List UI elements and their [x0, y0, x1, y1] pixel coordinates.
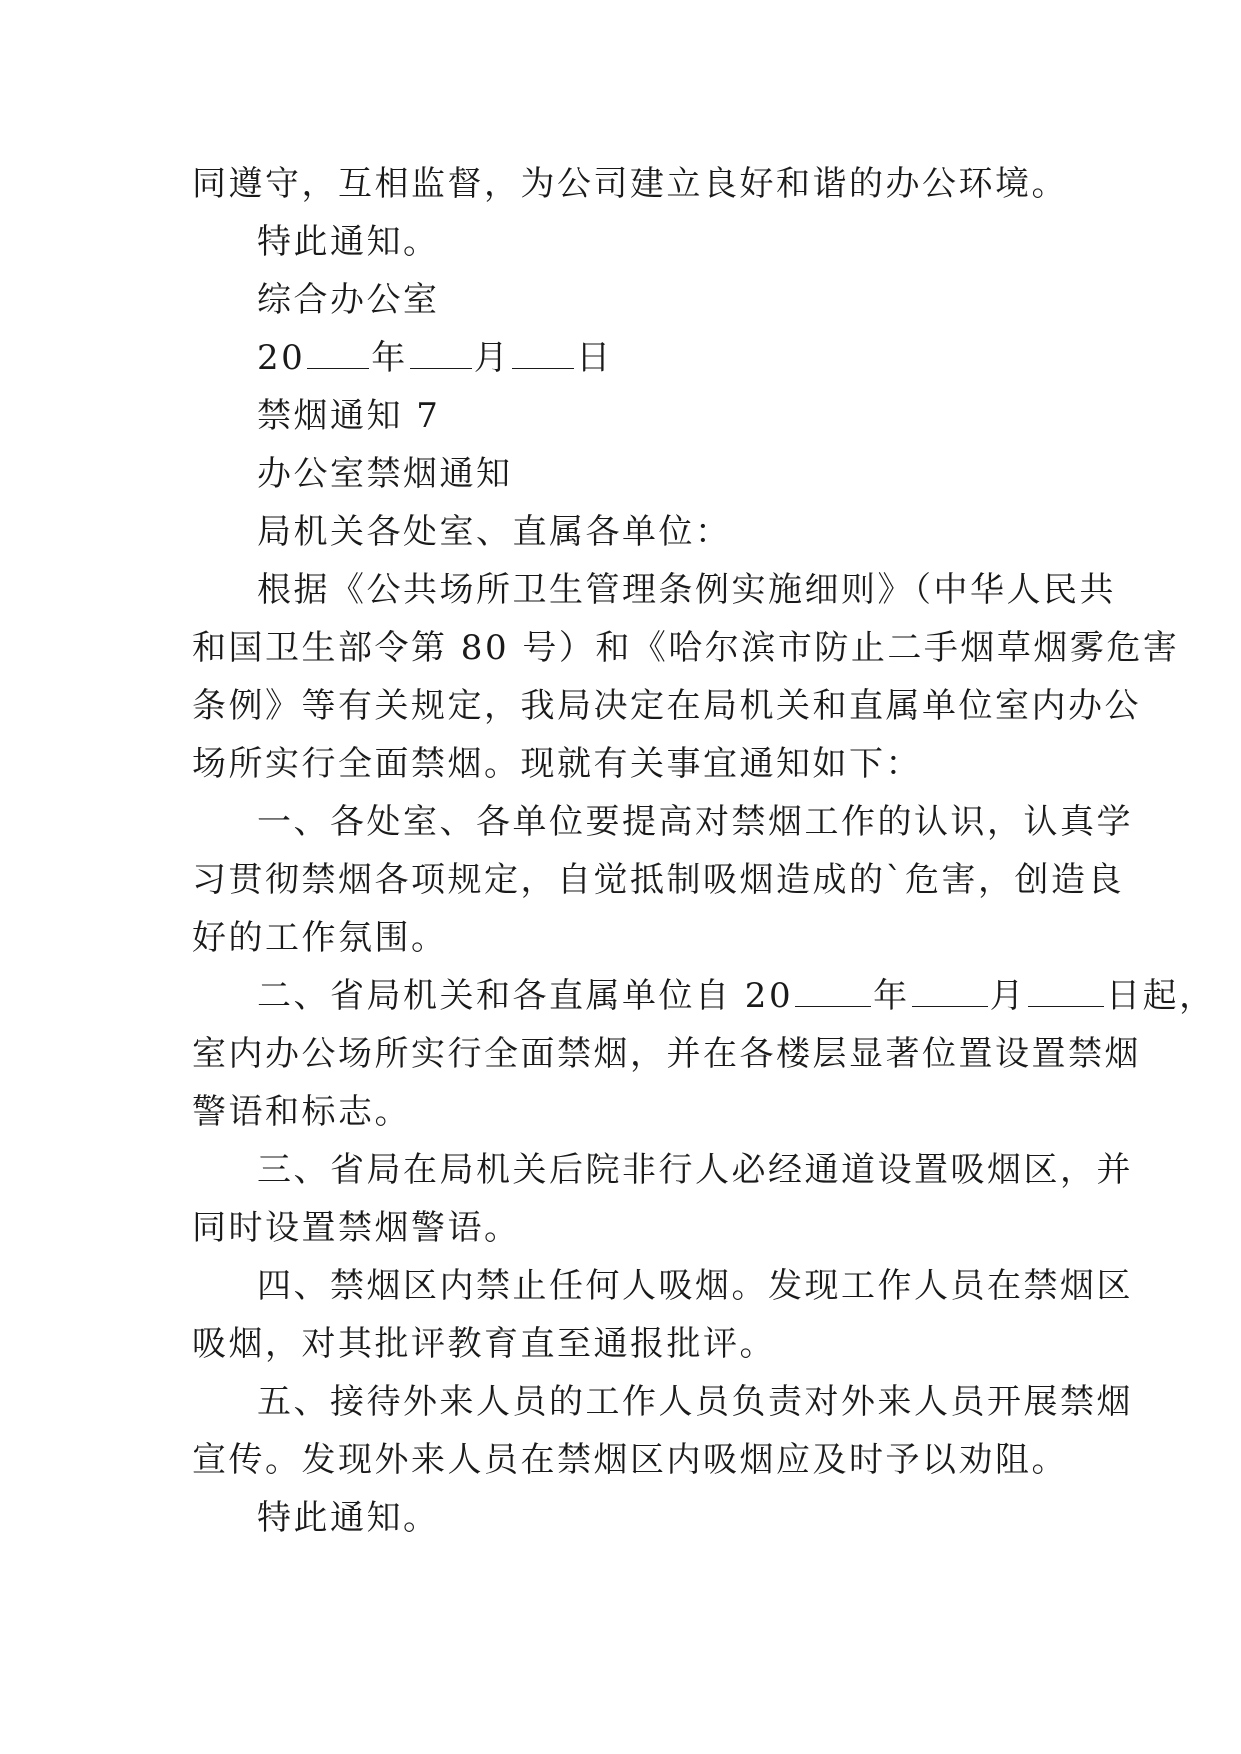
- item-two-year-label: 年: [873, 976, 910, 1016]
- text-line: 条例》等有关规定，我局决定在局机关和直属单位室内办公: [192, 686, 1141, 726]
- date-year-label: 年: [371, 338, 408, 378]
- text-line: 四、禁烟区内禁止任何人吸烟。发现工作人员在禁烟区: [257, 1266, 1133, 1306]
- item-two-prefix: 二、省局机关和各直属单位自 20: [257, 976, 794, 1016]
- item-two-blank-year: [795, 976, 871, 1007]
- text-line: 一、各处室、各单位要提高对禁烟工作的认识，认真学: [257, 802, 1133, 842]
- text-line: 场所实行全面禁烟。现就有关事宜通知如下：: [192, 744, 922, 784]
- text-line: 同时设置禁烟警语。: [192, 1208, 521, 1248]
- text-line: 根据《公共场所卫生管理条例实施细则》（中华人民共: [257, 570, 1116, 610]
- closing-notice: 特此通知。: [257, 222, 440, 262]
- issuer-name: 综合办公室: [257, 280, 440, 320]
- text-line: 好的工作氛围。: [192, 918, 448, 958]
- text-line: 警语和标志。: [192, 1092, 411, 1132]
- item-two-blank-month: [912, 976, 988, 1007]
- date-line: [192, 329, 1052, 387]
- text-line: 和国卫生部令第 80 号）和《哈尔滨市防止二手烟草烟雾危害: [192, 628, 1180, 668]
- text-line: 宣传。发现外来人员在禁烟区内吸烟应及时予以劝阻。: [192, 1440, 1068, 1480]
- notice-title: 办公室禁烟通知: [257, 454, 513, 494]
- text-line: 习贯彻禁烟各项规定，自觉抵制吸烟造成的`危害，创造良: [192, 860, 1124, 900]
- date-day-label: 日: [576, 338, 613, 378]
- text-line: 三、省局在局机关后院非行人必经通道设置吸烟区，并: [257, 1150, 1133, 1190]
- salutation: 局机关各处室、直属各单位：: [257, 512, 732, 552]
- document-body: [192, 155, 1216, 1547]
- text-line: 同遵守，互相监督，为公司建立良好和谐的办公环境。: [192, 164, 1068, 204]
- date-blank-day: [512, 338, 574, 369]
- item-two-month-label: 月: [989, 976, 1027, 1016]
- date-blank-year: [307, 338, 369, 369]
- item-two-first-line: [192, 967, 1216, 1025]
- text-line: 室内办公场所实行全面禁烟，并在各楼层显著位置设置禁烟: [192, 1034, 1141, 1074]
- date-month-label: 月: [473, 338, 511, 378]
- text-line: 吸烟，对其批评教育直至通报批评。: [192, 1324, 776, 1364]
- section-heading: 禁烟通知 7: [257, 396, 441, 436]
- item-two-suffix: 日起，: [1106, 976, 1216, 1016]
- item-two-blank-day: [1028, 976, 1104, 1007]
- date-blank-month: [410, 338, 472, 369]
- text-line: 五、接待外来人员的工作人员负责对外来人员开展禁烟: [257, 1382, 1133, 1422]
- date-prefix: 20: [257, 338, 306, 378]
- closing-notice: 特此通知。: [257, 1498, 440, 1538]
